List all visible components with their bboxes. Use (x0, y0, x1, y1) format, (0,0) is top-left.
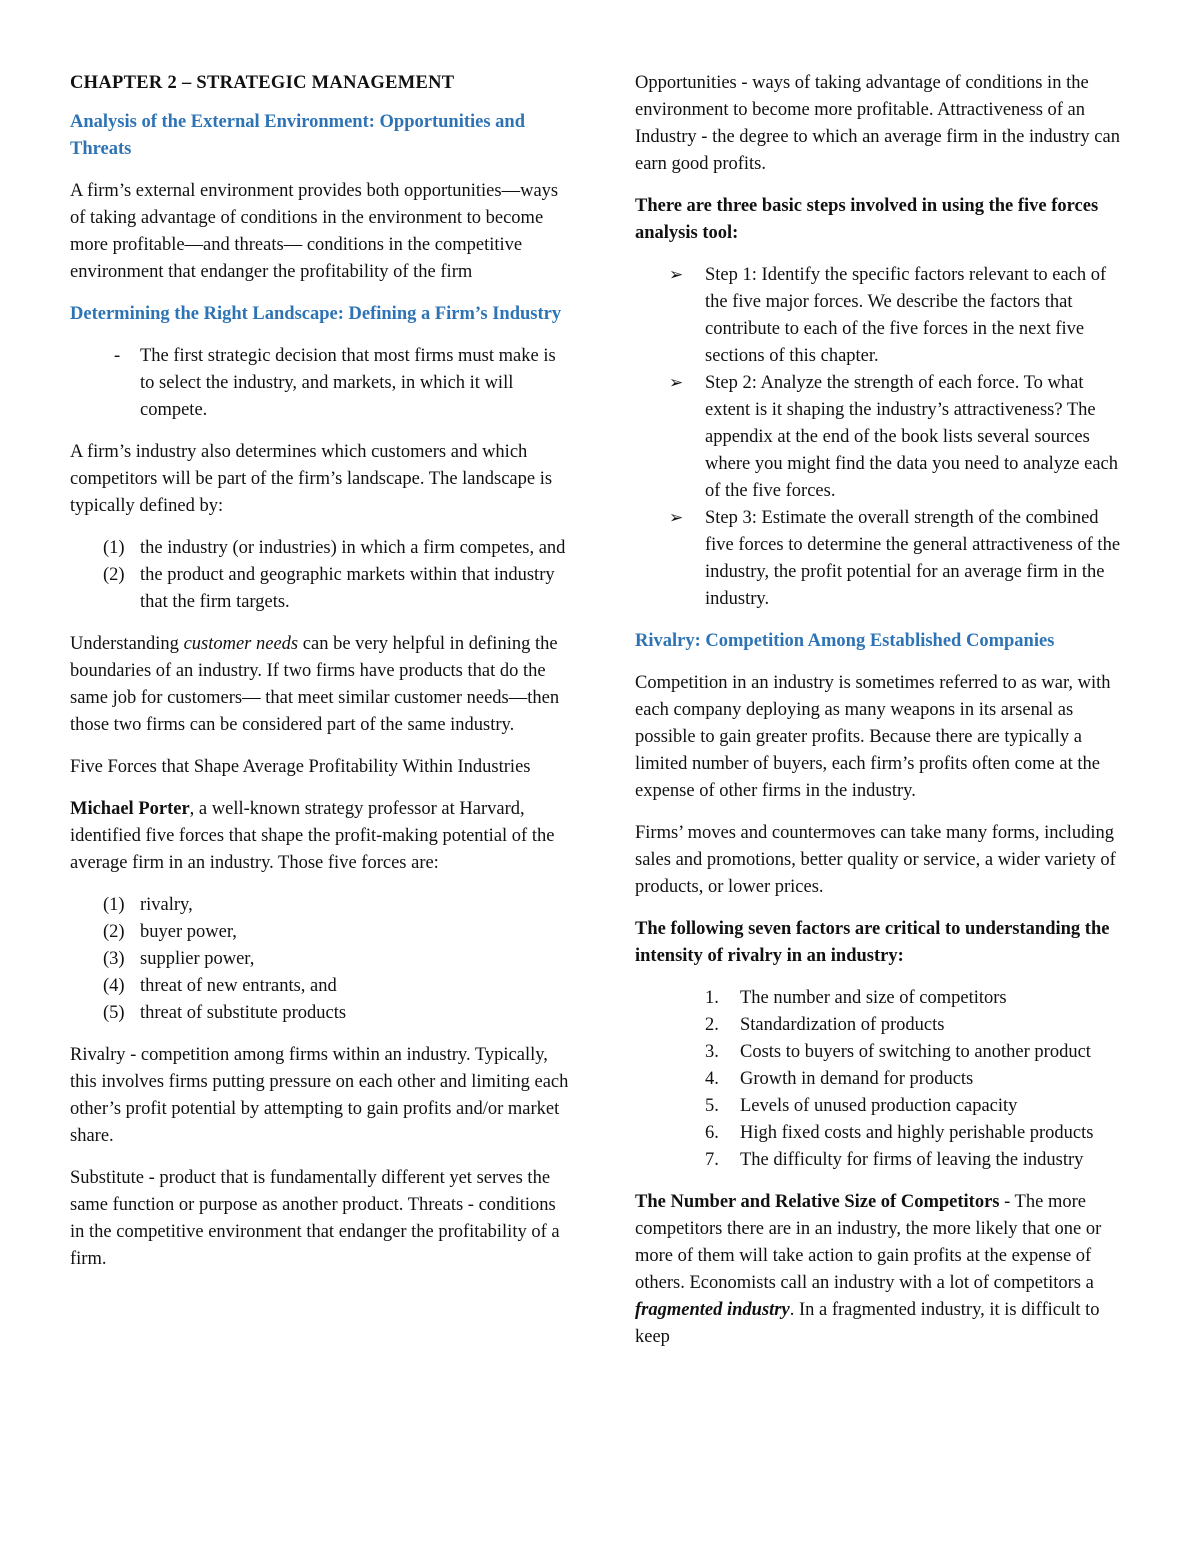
list-item: 7. The difficulty for firms of leaving the industry (705, 1150, 1084, 1170)
list-item: (4) threat of new entrants, and (103, 976, 337, 996)
paragraph-michael-porter: Michael Porter, a well-known strategy professor at Harvard, identified five forces that shape the profit-making potential of the average firm in an industry. Those five forces are: (70, 799, 555, 873)
paragraph-number-size-competitors: The Number and Relative Size of Competitors - The more competitors there are in an industry, the more likely that one or more of them will take action to gain profits at the expense of others. Economists call an industry with a lot of competitors a fragmented industry. In a fragmented industry, it is difficult to keep (635, 1192, 1102, 1347)
heading-right-landscape: Determining the Right Landscape: Defining a Firm’s Industry (70, 304, 562, 324)
list-item: 4. Growth in demand for products (705, 1069, 974, 1089)
list-item: (1) the industry (or industries) in which a firm competes, and (103, 538, 566, 558)
factors-intro: The following seven factors are critical to understanding the intensity of rivalry in an industry: (635, 919, 1110, 966)
chapter-title: CHAPTER 2 – STRATEGIC MANAGEMENT (70, 73, 455, 93)
factors-list (635, 985, 1130, 1174)
paragraph-moves: Firms’ moves and countermoves can take many forms, including sales and promotions, better quality or service, a wider variety of products, or lower prices. (635, 823, 1116, 897)
list-item: (2) the product and geographic markets within that industry that the firm targets. (103, 565, 555, 612)
list-item: (2) buyer power, (103, 922, 237, 942)
right-column (635, 70, 1130, 1366)
list-item: 5. Levels of unused production capacity (705, 1096, 1018, 1116)
left-column (70, 70, 570, 1288)
list-item: 3. Costs to buyers of switching to another product (705, 1042, 1091, 1062)
landscape-list (70, 535, 570, 616)
list-item: ➢ Step 3: Estimate the overall strength of the combined five forces to determine the general attractiveness of the industry, the profit potential for an average firm in the industry. (635, 505, 1130, 613)
list-item: (1) rivalry, (103, 895, 193, 915)
paragraph-rivalry-definition: Rivalry - competition among firms within an industry. Typically, this involves firms putting pressure on each other and limiting each other’s profit potential by attempting to gain profits and/or market share. (70, 1045, 569, 1146)
steps-intro: There are three basic steps involved in using the five forces analysis tool: (635, 196, 1099, 243)
paragraph-opportunities: Opportunities - ways of taking advantage of conditions in the environment to become more profitable. Attractiveness of an Industry - the degree to which an average firm in the industry can earn good profits. (635, 73, 1120, 174)
heading-external-environment: Analysis of the External Environment: Opportunities and Threats (70, 112, 526, 159)
list-item: (3) supplier power, (103, 949, 255, 969)
list-item: ➢ Step 1: Identify the specific factors relevant to each of the five major forces. We describe the factors that contribute to each of the five forces in the next five sections of this chapter. (635, 262, 1130, 370)
paragraph-competition-war: Competition in an industry is sometimes referred to as war, with each company deploying as many weapons in its arsenal as possible to gain greater profits. Because there are typically a limited number of buyers, each firm’s profits often come at the expense of other firms in the industry. (635, 673, 1111, 801)
arrow-bullet-icon: ➢ (669, 373, 684, 393)
paragraph-substitute-definition: Substitute - product that is fundamentally different yet serves the same function or purpose as another product. Threats - conditions in the competitive environment that endanger the profitability of a firm. (70, 1168, 560, 1269)
list-item: 1. The number and size of competitors (705, 988, 1007, 1008)
steps-list (635, 262, 1130, 613)
paragraph-external-environment: A firm’s external environment provides both opportunities—ways of taking advantage of conditions in the environment to become more profitable—and threats— conditions in the competitive environment that endanger the profitability of the firm (70, 181, 559, 282)
paragraph-landscape: A firm’s industry also determines which customers and which competitors will be part of the firm’s landscape. The landscape is typically defined by: (70, 442, 553, 516)
forces-list (70, 892, 570, 1027)
dash-list (70, 343, 570, 424)
list-item: 6. High fixed costs and highly perishable products (705, 1123, 1094, 1143)
list-item: - The first strategic decision that most firms must make is to select the industry, and markets, in which it will compete. (70, 343, 570, 424)
list-item: ➢ Step 2: Analyze the strength of each force. To what extent is it shaping the industry’s attractiveness? The appendix at the end of the book lists several sources where you might find the data you need to analyze each of the five forces. (635, 370, 1130, 505)
list-item: 2. Standardization of products (705, 1015, 945, 1035)
arrow-bullet-icon: ➢ (669, 265, 684, 285)
paragraph-five-forces-title: Five Forces that Shape Average Profitability Within Industries (70, 757, 531, 777)
dash-marker: - (114, 346, 121, 366)
paragraph-customer-needs: Understanding customer needs can be very helpful in defining the boundaries of an industry. If two firms have products that do the same job for customers— that meet similar customer needs—then those two firms can be considered part of the same industry. (70, 634, 560, 735)
heading-rivalry: Rivalry: Competition Among Established Companies (635, 631, 1055, 651)
arrow-bullet-icon: ➢ (669, 508, 684, 528)
list-item: (5) threat of substitute products (103, 1003, 347, 1023)
